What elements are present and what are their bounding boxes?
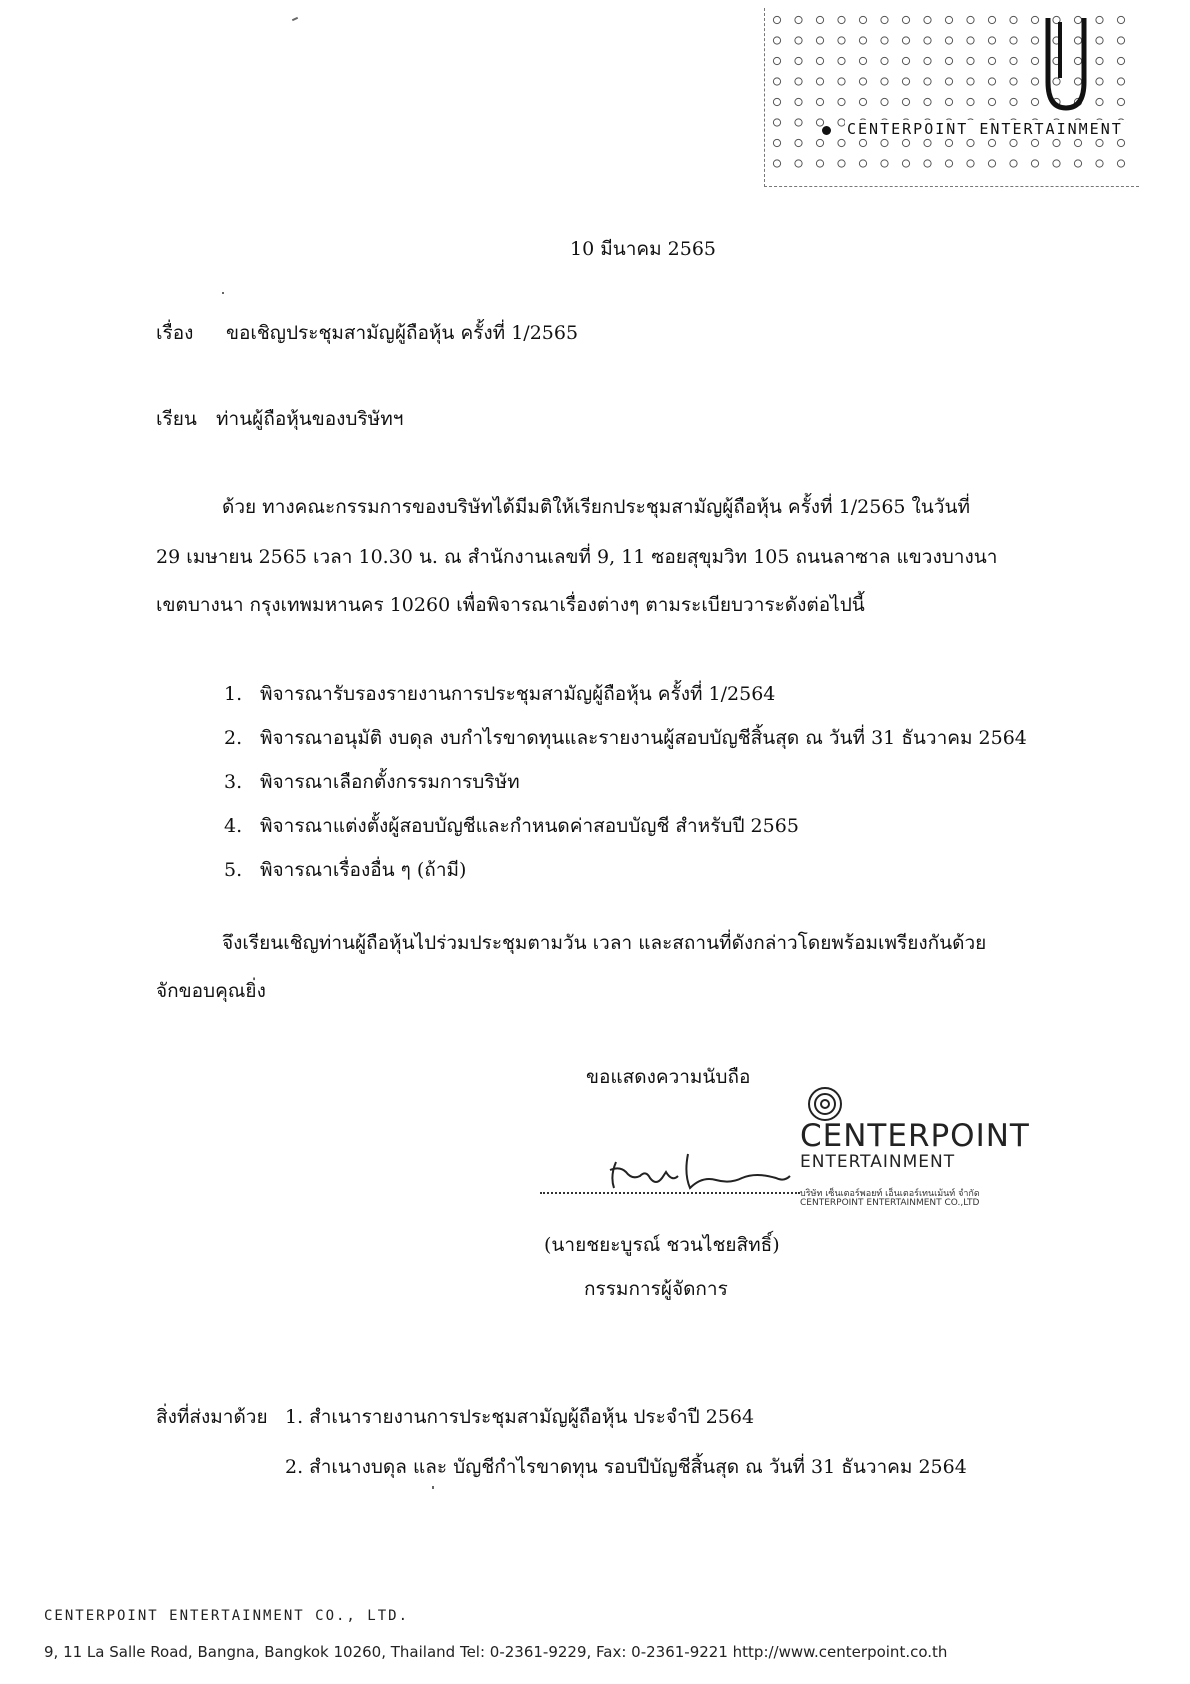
logo-dot — [967, 98, 974, 105]
enclosure-label: สิ่งที่ส่งมาด้วย — [156, 1406, 268, 1428]
logo-dot — [773, 160, 780, 167]
stamp-subtitle: ENTERTAINMENT — [800, 1152, 956, 1172]
logo-dot — [816, 16, 823, 23]
logo-dot — [1117, 78, 1124, 85]
logo-dot — [902, 37, 909, 44]
logo-dot — [945, 98, 952, 105]
stamp-thai-name: บริษัท เซ็นเตอร์พอยท์ เอ็นเตอร์เทนเม้นท์ จำกัด — [800, 1189, 980, 1199]
logo-dot — [773, 139, 780, 146]
logo-dot — [795, 160, 802, 167]
logo-dot — [881, 57, 888, 64]
logo-dot — [838, 78, 845, 85]
logo-dot — [945, 78, 952, 85]
logo-dot — [773, 37, 780, 44]
footer-company: CENTERPOINT ENTERTAINMENT CO., LTD. — [44, 1608, 410, 1624]
logo-dot — [838, 37, 845, 44]
signer-name: (นายชยะบูรณ์ ชวนไชยสิทธิ์) — [544, 1234, 780, 1256]
logo-dot — [1117, 139, 1124, 146]
logo-dot — [945, 160, 952, 167]
logo-dot — [881, 160, 888, 167]
logo-dot — [859, 16, 866, 23]
logo-dot — [1031, 160, 1038, 167]
logo-dot — [838, 98, 845, 105]
logo-dot — [1010, 37, 1017, 44]
logo-dot — [859, 78, 866, 85]
letter-date: 10 มีนาคม 2565 — [570, 238, 717, 260]
recipient-text: ท่านผู้ถือหุ้นของบริษัทฯ — [216, 408, 404, 430]
footer-address: 9, 11 La Salle Road, Bangna, Bangkok 10260, Thailand Tel: 0-2361-9229, Fax: 0-2361-9221 http://www.centerpoint.co.th — [44, 1643, 948, 1661]
logo-dot — [924, 37, 931, 44]
recipient-label: เรียน — [156, 408, 197, 430]
handwritten-signature — [606, 1148, 796, 1198]
logo-dot — [773, 16, 780, 23]
logo-dot — [1010, 57, 1017, 64]
logo-dot — [795, 16, 802, 23]
agenda-item: 3. พิจารณาเลือกตั้งกรรมการบริษัท — [224, 771, 520, 793]
logo-dot — [988, 160, 995, 167]
intro-line-1: ด้วย ทางคณะกรรมการของบริษัทได้มีมติให้เรียกประชุมสามัญผู้ถือหุ้น ครั้งที่ 1/2565 ในวันที่ — [222, 496, 970, 518]
logo-dot — [795, 37, 802, 44]
logo-dot — [1117, 16, 1124, 23]
scan-speck — [292, 17, 298, 21]
intro-line-2: 29 เมษายน 2565 เวลา 10.30 น. ณ สำนักงานเลขที่ 9, 11 ซอยสุขุมวิท 105 ถนนลาซาล แขวงบางนา — [156, 546, 998, 568]
logo-dot — [924, 16, 931, 23]
agenda-item: 1. พิจารณารับรองรายงานการประชุมสามัญผู้ถือหุ้น ครั้งที่ 1/2564 — [224, 683, 776, 705]
logo-dot — [1096, 139, 1103, 146]
logo-dot — [945, 16, 952, 23]
logo-dot — [945, 57, 952, 64]
logo-dot — [967, 37, 974, 44]
logo-dot — [1074, 139, 1081, 146]
logo-dot — [816, 139, 823, 146]
agenda-item: 2. พิจารณาอนุมัติ งบดุล งบกำไรขาดทุนและรายงานผู้สอบบัญชีสิ้นสุด ณ วันที่ 31 ธันวาคม 2564 — [224, 727, 1027, 749]
logo-dot — [988, 98, 995, 105]
logo-dot — [859, 98, 866, 105]
enclosure-item-1: 1. สำเนารายงานการประชุมสามัญผู้ถือหุ้น ประจำปี 2564 — [285, 1406, 755, 1428]
logo-dot — [1010, 78, 1017, 85]
logo-dot — [881, 98, 888, 105]
logo-dot — [795, 139, 802, 146]
logo-dot — [1010, 98, 1017, 105]
logo-dot — [1053, 139, 1060, 146]
logo-dot — [1117, 160, 1124, 167]
logo-dot — [902, 78, 909, 85]
logo-dot — [881, 37, 888, 44]
logo-dot — [924, 78, 931, 85]
logo-dot — [816, 57, 823, 64]
logo-dot — [881, 78, 888, 85]
logo-dot — [816, 160, 823, 167]
logo-dot — [967, 160, 974, 167]
logo-label: CENTERPOINT ENTERTAINMENT — [847, 120, 1123, 138]
logo-dot — [795, 57, 802, 64]
logo-dot — [881, 16, 888, 23]
invite-line-2: จักขอบคุณยิ่ง — [156, 980, 266, 1002]
agenda-item: 5. พิจารณาเรื่องอื่น ๆ (ถ้ามี) — [224, 859, 467, 881]
logo-dot — [1117, 57, 1124, 64]
logo-dot — [859, 57, 866, 64]
logo-dot — [924, 160, 931, 167]
subject-text: ขอเชิญประชุมสามัญผู้ถือหุ้น ครั้งที่ 1/2565 — [226, 322, 579, 344]
signer-title: กรรมการผู้จัดการ — [584, 1278, 728, 1300]
logo-dot — [1053, 160, 1060, 167]
logo-dot — [1031, 139, 1038, 146]
logo-dot — [1010, 16, 1017, 23]
stamp-title: CENTERPOINT — [800, 1118, 1030, 1154]
logo-dot — [773, 119, 780, 126]
logo-dot — [1117, 98, 1124, 105]
logo-dot — [773, 98, 780, 105]
logo-dot — [881, 139, 888, 146]
invite-line-1: จึงเรียนเชิญท่านผู้ถือหุ้นไปร่วมประชุมตามวัน เวลา และสถานที่ดังกล่าวโดยพร้อมเพรียงกันด้วย — [222, 932, 987, 954]
logo-dot — [1010, 139, 1017, 146]
logo-dot — [902, 160, 909, 167]
logo-dot — [1010, 160, 1017, 167]
logo-dot — [816, 78, 823, 85]
logo-dot — [773, 57, 780, 64]
logo-dot — [902, 16, 909, 23]
logo-dot — [816, 37, 823, 44]
agenda-list — [224, 672, 1027, 892]
intro-line-3: เขตบางนา กรุงเทพมหานคร 10260 เพื่อพิจารณาเรื่องต่างๆ ตามระเบียบวาระดังต่อไปนี้ — [156, 594, 865, 616]
scan-speck — [432, 1486, 434, 1489]
logo-dot — [924, 57, 931, 64]
logo-dot — [902, 98, 909, 105]
agenda-item: 4. พิจารณาแต่งตั้งผู้สอบบัญชีและกำหนดค่าสอบบัญชี สำหรับปี 2565 — [224, 815, 799, 837]
logo-dot — [967, 139, 974, 146]
logo-dot — [1096, 160, 1103, 167]
logo-dot — [838, 139, 845, 146]
logo-dot — [988, 139, 995, 146]
logo-dot — [773, 78, 780, 85]
logo-dot — [795, 119, 802, 126]
logo-dot — [945, 37, 952, 44]
logo-bullet-icon — [822, 126, 831, 135]
enclosure-item-2: 2. สำเนางบดุล และ บัญชีกำไรขาดทุน รอบปีบัญชีสิ้นสุด ณ วันที่ 31 ธันวาคม 2564 — [285, 1456, 967, 1478]
logo-dot — [795, 78, 802, 85]
logo-dot — [988, 57, 995, 64]
logo-dot — [967, 57, 974, 64]
logo-dot — [816, 98, 823, 105]
logo-dot — [859, 37, 866, 44]
logo-dot — [816, 119, 823, 126]
logo-dot — [838, 57, 845, 64]
logo-dot — [967, 16, 974, 23]
paperclip-logo-icon — [1030, 12, 1100, 122]
closing-text: ขอแสดงความนับถือ — [586, 1066, 751, 1088]
logo-dot — [988, 37, 995, 44]
logo-dot — [859, 160, 866, 167]
logo-dot — [1117, 37, 1124, 44]
stamp-english-name: CENTERPOINT ENTERTAINMENT CO.,LTD — [800, 1198, 980, 1208]
logo-dot — [988, 78, 995, 85]
logo-dot — [1074, 160, 1081, 167]
scan-speck — [222, 292, 224, 294]
logo-dot — [988, 16, 995, 23]
logo-dot — [924, 98, 931, 105]
logo-dot — [838, 160, 845, 167]
logo-dot — [902, 57, 909, 64]
logo-dot — [838, 16, 845, 23]
logo-dot — [859, 139, 866, 146]
signature-line — [540, 1192, 800, 1194]
logo-dot — [795, 98, 802, 105]
logo-dot — [945, 139, 952, 146]
logo-dot — [924, 139, 931, 146]
subject-label: เรื่อง — [156, 322, 194, 344]
logo-dot — [967, 78, 974, 85]
logo-dot — [902, 139, 909, 146]
